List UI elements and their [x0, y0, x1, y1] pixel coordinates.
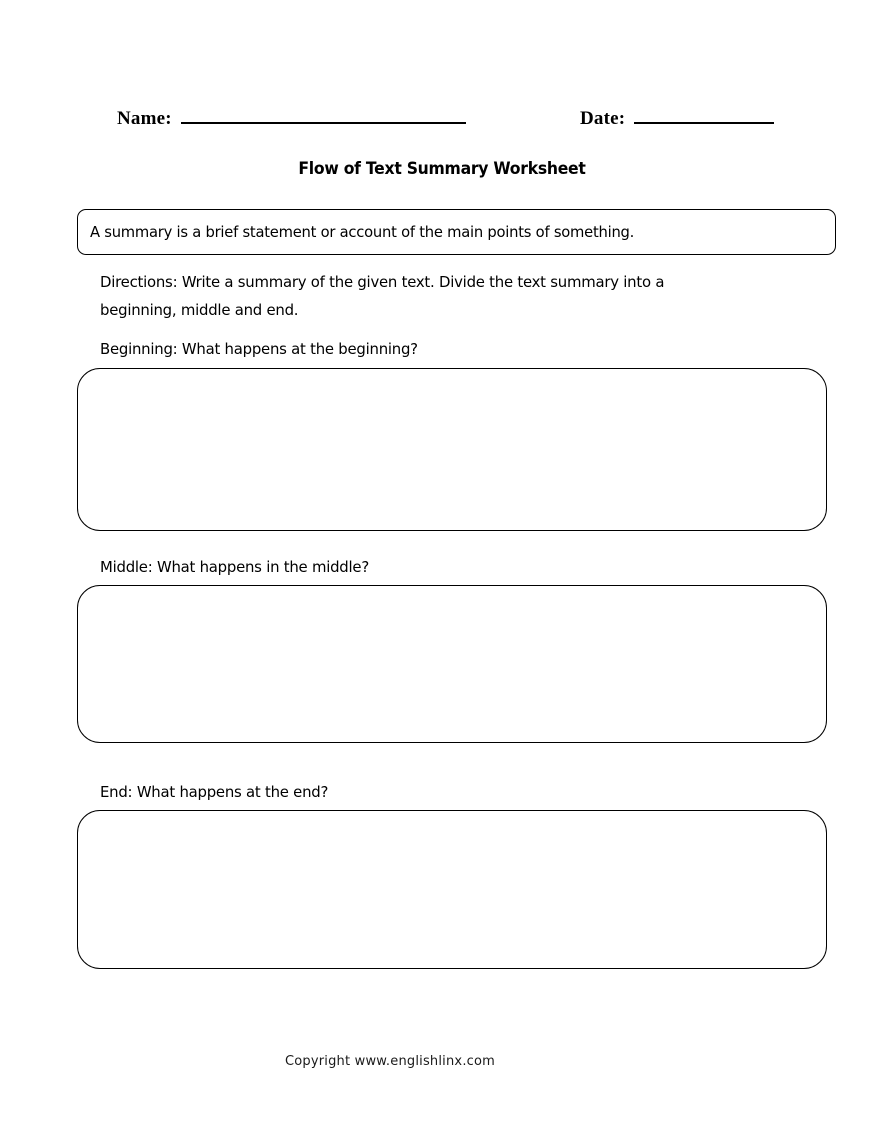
answer-box-middle[interactable]	[77, 585, 827, 743]
copyright-notice: Copyright www.englishlinx.com	[284, 1054, 496, 1069]
name-field[interactable]	[117, 108, 466, 130]
definition-box	[77, 209, 836, 255]
name-label: Name:	[117, 108, 172, 129]
name-date-row	[0, 108, 884, 138]
date-write-in-line[interactable]	[634, 109, 774, 124]
answer-box-end[interactable]	[77, 810, 827, 969]
directions-text: Directions: Write a summary of the given text. Divide the text summary into a beginning, middle and end.	[100, 273, 665, 319]
section-label-beginning: Beginning: What happens at the beginning?	[100, 340, 418, 358]
section-label-middle: Middle: What happens in the middle?	[100, 558, 369, 576]
date-field[interactable]	[580, 108, 774, 130]
name-write-in-line[interactable]	[181, 109, 466, 124]
answer-box-beginning[interactable]	[77, 368, 827, 531]
date-label: Date:	[580, 108, 626, 129]
section-label-end: End: What happens at the end?	[100, 783, 329, 801]
page-title: Flow of Text Summary Worksheet	[298, 159, 586, 179]
definition-text: A summary is a brief statement or account of the main points of something.	[90, 223, 635, 241]
